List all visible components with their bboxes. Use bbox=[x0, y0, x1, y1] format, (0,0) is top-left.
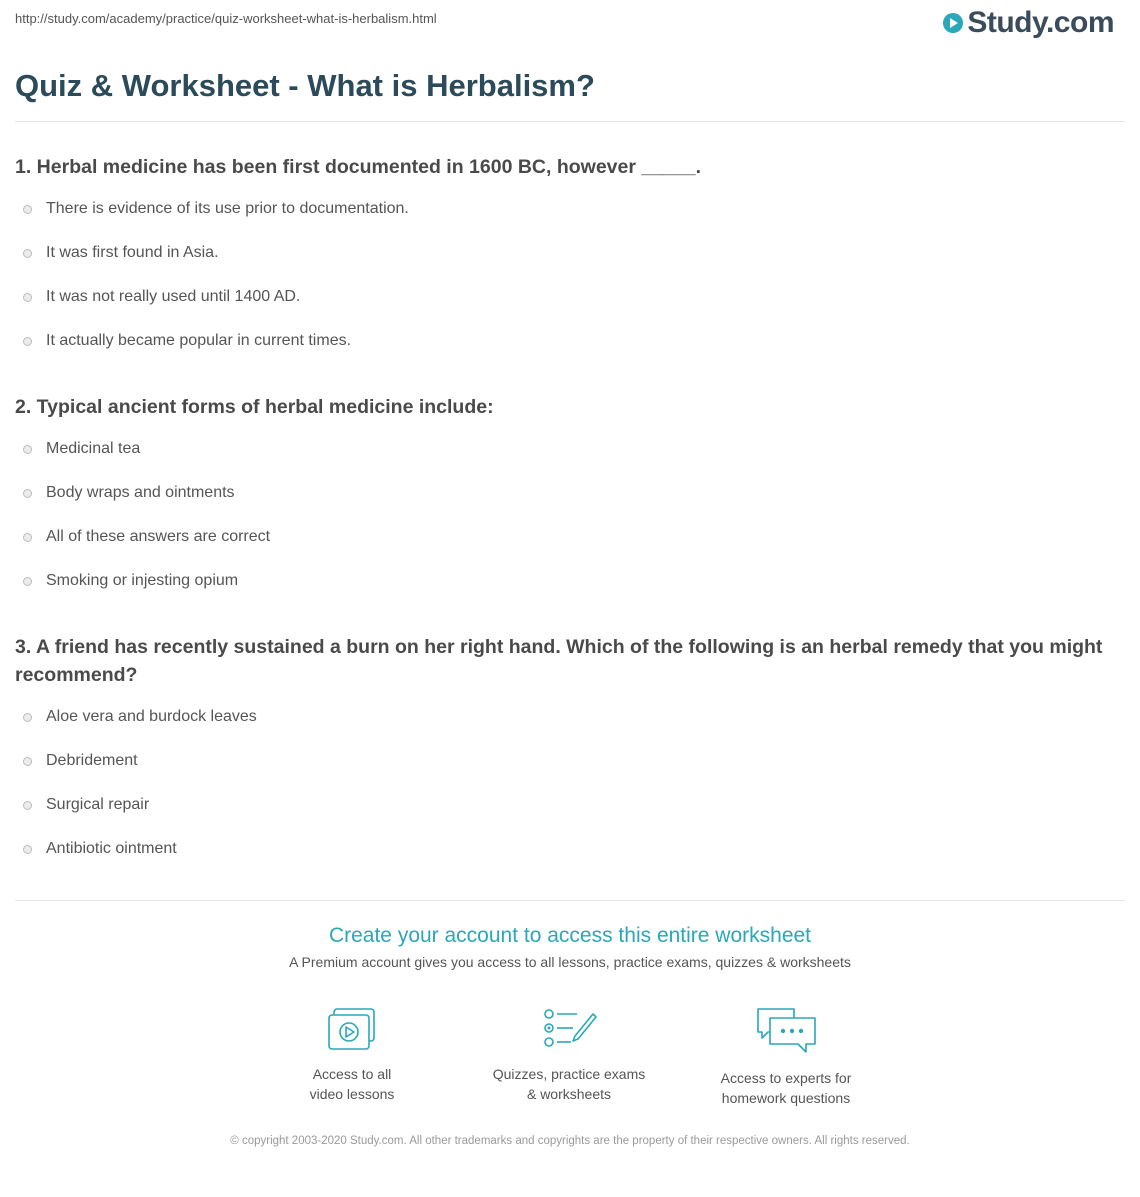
radio-button[interactable] bbox=[23, 713, 32, 722]
answer-option[interactable] bbox=[23, 572, 238, 590]
feature-line: Quizzes, practice exams bbox=[492, 1066, 646, 1082]
cta-subheading: A Premium account gives you access to all lessons, practice exams, quizzes & worksheets bbox=[289, 954, 851, 970]
question-1: 1. Herbal medicine has been first documented in 1600 BC, however _____. bbox=[15, 156, 702, 178]
radio-button[interactable] bbox=[23, 577, 32, 586]
feature-video-lessons bbox=[252, 1006, 452, 1104]
answer-label: Smoking or injesting opium bbox=[46, 572, 239, 589]
video-lessons-icon bbox=[326, 1006, 378, 1052]
answer-label: Medicinal tea bbox=[46, 440, 141, 457]
answer-option[interactable] bbox=[23, 796, 149, 814]
answer-label: Body wraps and ointments bbox=[46, 484, 235, 501]
question-2: 2. Typical ancient forms of herbal medicine include: bbox=[15, 396, 494, 418]
answer-label: It was not really used until 1400 AD. bbox=[46, 288, 301, 305]
answer-option[interactable] bbox=[23, 840, 177, 858]
radio-button[interactable] bbox=[23, 489, 32, 498]
answer-option[interactable] bbox=[23, 200, 409, 218]
feature-experts bbox=[686, 1006, 886, 1108]
feature-line: Access to experts for bbox=[720, 1070, 852, 1086]
answer-option[interactable] bbox=[23, 484, 235, 502]
answer-option[interactable] bbox=[23, 752, 138, 770]
radio-button[interactable] bbox=[23, 845, 32, 854]
radio-button[interactable] bbox=[23, 445, 32, 454]
radio-button[interactable] bbox=[23, 757, 32, 766]
copyright-notice: © copyright 2003-2020 Study.com. All other trademarks and copyrights are the property of their respective owners. All rights reserved. bbox=[230, 1135, 910, 1147]
answer-label: There is evidence of its use prior to documentation. bbox=[46, 200, 409, 217]
answer-option[interactable] bbox=[23, 332, 351, 350]
radio-button[interactable] bbox=[23, 801, 32, 810]
radio-button[interactable] bbox=[23, 337, 32, 346]
answer-label: Debridement bbox=[46, 752, 138, 769]
title-divider bbox=[15, 121, 1125, 122]
chat-bubbles-icon bbox=[754, 1006, 818, 1056]
cta-divider bbox=[15, 900, 1125, 901]
create-account-link[interactable]: Create your account to access this entire worksheet bbox=[328, 924, 812, 947]
radio-button[interactable] bbox=[23, 533, 32, 542]
answer-label: It was first found in Asia. bbox=[46, 244, 219, 261]
play-logo-icon bbox=[942, 12, 964, 34]
study-logo[interactable] bbox=[942, 6, 1114, 40]
page-title: Quiz & Worksheet - What is Herbalism? bbox=[15, 68, 595, 103]
answer-label: It actually became popular in current times. bbox=[46, 332, 352, 349]
page-url: http://study.com/academy/practice/quiz-worksheet-what-is-herbalism.html bbox=[15, 11, 437, 26]
answer-label: Aloe vera and burdock leaves bbox=[46, 708, 257, 725]
feature-line: Access to all bbox=[312, 1066, 392, 1082]
quiz-checklist-icon bbox=[541, 1006, 597, 1052]
answer-option[interactable] bbox=[23, 440, 140, 458]
logo-text: Study.com bbox=[967, 6, 1114, 39]
answer-label: All of these answers are correct bbox=[46, 528, 271, 545]
feature-line: homework questions bbox=[721, 1090, 851, 1106]
feature-line: & worksheets bbox=[526, 1086, 612, 1102]
answer-option[interactable] bbox=[23, 708, 257, 726]
answer-label: Antibiotic ointment bbox=[46, 840, 177, 857]
answer-label: Surgical repair bbox=[46, 796, 150, 813]
radio-button[interactable] bbox=[23, 249, 32, 258]
feature-quizzes bbox=[469, 1006, 669, 1104]
radio-button[interactable] bbox=[23, 205, 32, 214]
feature-line: video lessons bbox=[309, 1086, 395, 1102]
radio-button[interactable] bbox=[23, 293, 32, 302]
answer-option[interactable] bbox=[23, 288, 300, 306]
answer-option[interactable] bbox=[23, 244, 219, 262]
question-3: 3. A friend has recently sustained a burn on her right hand. Which of the following is an herbal remedy that you might recommend? bbox=[15, 636, 1103, 686]
answer-option[interactable] bbox=[23, 528, 270, 546]
